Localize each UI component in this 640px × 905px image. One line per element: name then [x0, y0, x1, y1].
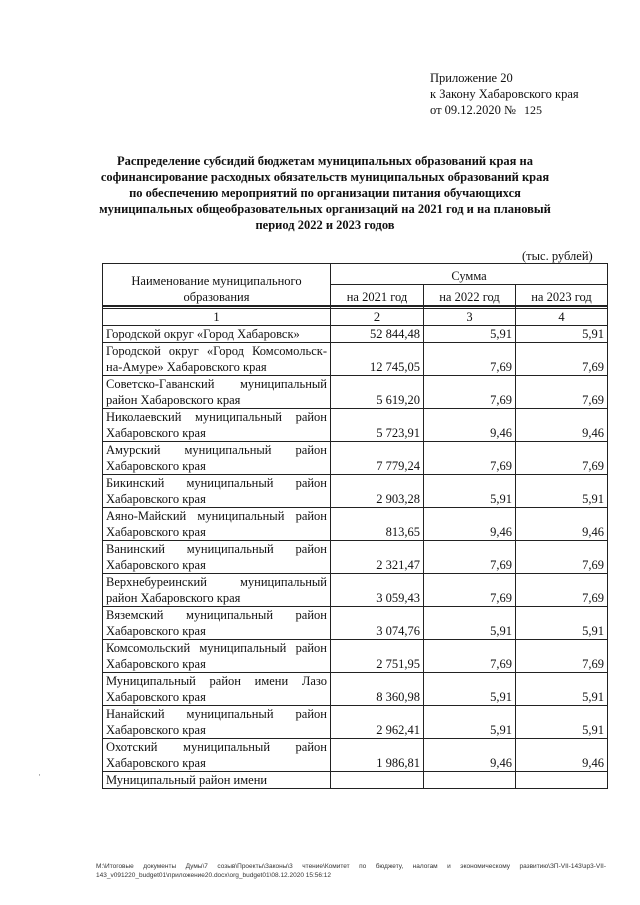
- header-sum: Сумма: [331, 264, 608, 285]
- municipality-name: Аяно-Майский муниципальный район Хабаровского края: [103, 508, 331, 541]
- amount-2022: 7,69: [424, 574, 516, 607]
- column-index-row: [103, 309, 608, 326]
- table-row: [103, 574, 608, 607]
- index-3: 3: [424, 309, 516, 326]
- amount-2022: 7,69: [424, 343, 516, 376]
- table-row: [103, 343, 608, 376]
- table-row: [103, 607, 608, 640]
- index-2: 2: [331, 309, 424, 326]
- municipality-name: Муниципальный район имени Лазо Хабаровского края: [103, 673, 331, 706]
- annex-line-3: [430, 102, 579, 118]
- header-year-2022: на 2022 год: [424, 285, 516, 307]
- annex-line-1: Приложение 20: [430, 71, 513, 85]
- amount-2022: [424, 772, 516, 789]
- annex-number: 125: [523, 103, 542, 117]
- amount-2023: 7,69: [516, 343, 608, 376]
- municipality-name: Ванинский муниципальный район Хабаровского края: [103, 541, 331, 574]
- subsidy-table: [102, 263, 608, 789]
- amount-2023: 5,91: [516, 326, 608, 343]
- amount-2022: 5,91: [424, 706, 516, 739]
- amount-2022: 5,91: [424, 326, 516, 343]
- municipality-name: Верхнебуреинский муниципальный район Хабаровского края: [103, 574, 331, 607]
- table-row: [103, 475, 608, 508]
- municipality-name: Городской округ «Город Хабаровск»: [103, 326, 331, 343]
- table-row: [103, 673, 608, 706]
- amount-2023: 7,69: [516, 376, 608, 409]
- table-row: [103, 739, 608, 772]
- amount-2023: 9,46: [516, 409, 608, 442]
- amount-2022: 9,46: [424, 739, 516, 772]
- amount-2021: 3 059,43: [331, 574, 424, 607]
- header-year-2021: на 2021 год: [331, 285, 424, 307]
- amount-2023: [516, 772, 608, 789]
- amount-2021: 5 619,20: [331, 376, 424, 409]
- amount-2021: 8 360,98: [331, 673, 424, 706]
- amount-2022: 7,69: [424, 541, 516, 574]
- amount-2022: 9,46: [424, 409, 516, 442]
- amount-2022: 9,46: [424, 508, 516, 541]
- amount-2021: 2 903,28: [331, 475, 424, 508]
- municipality-name: Комсомольский муниципальный район Хабаровского края: [103, 640, 331, 673]
- amount-2023: 5,91: [516, 607, 608, 640]
- amount-2021: 1 986,81: [331, 739, 424, 772]
- amount-2023: 9,46: [516, 508, 608, 541]
- amount-2022: 7,69: [424, 442, 516, 475]
- municipality-name: Амурский муниципальный район Хабаровского края: [103, 442, 331, 475]
- amount-2021: 52 844,48: [331, 326, 424, 343]
- amount-2021: 7 779,24: [331, 442, 424, 475]
- amount-2022: 7,69: [424, 376, 516, 409]
- amount-2022: 5,91: [424, 673, 516, 706]
- table-row: [103, 772, 608, 789]
- amount-2023: 5,91: [516, 706, 608, 739]
- amount-2021: 3 074,76: [331, 607, 424, 640]
- annex-date: от 09.12.2020 №: [430, 103, 516, 117]
- table-row: [103, 409, 608, 442]
- amount-2021: 12 745,05: [331, 343, 424, 376]
- index-4: 4: [516, 309, 608, 326]
- annex-line-2: к Закону Хабаровского края: [430, 87, 579, 101]
- document-title: Распределение субсидий бюджетам муниципальных образований края на софинансирование расходных обязательств муниципальных образований края по обеспечению мероприятий по организации питания обучающихся муниципальных общеобразовательных организаций на 2021 год и на плановый период 2022 и 2023 годов: [99, 154, 551, 232]
- amount-2023: 5,91: [516, 475, 608, 508]
- table-row: [103, 442, 608, 475]
- municipality-name: Муниципальный район имени: [103, 772, 331, 789]
- amount-2022: 7,69: [424, 640, 516, 673]
- amount-2023: 7,69: [516, 574, 608, 607]
- amount-2021: 813,65: [331, 508, 424, 541]
- amount-2021: 2 751,95: [331, 640, 424, 673]
- margin-mark: ·: [38, 770, 41, 780]
- amount-2021: 2 321,47: [331, 541, 424, 574]
- municipality-name: Советско-Гаванский муниципальный район Хабаровского края: [103, 376, 331, 409]
- header-name: Наименование муниципального образования: [103, 264, 331, 307]
- table-row: [103, 508, 608, 541]
- municipality-name: Николаевский муниципальный район Хабаровского края: [103, 409, 331, 442]
- amount-2021: 5 723,91: [331, 409, 424, 442]
- amount-2022: 5,91: [424, 607, 516, 640]
- municipality-name: Охотский муниципальный район Хабаровского края: [103, 739, 331, 772]
- amount-2022: 5,91: [424, 475, 516, 508]
- municipality-name: Бикинский муниципальный район Хабаровского края: [103, 475, 331, 508]
- file-path-footer: M:\Итоговые документы Думы\7 созыв\Проекты\Законы\3 чтение\Комитет по бюджету, налогам и экономическому развитию\ЗП-VII-143\зр3-VII-143_v091220_budget01\приложение20.docx\org_budget01\08.12.2020 15:56:12: [96, 863, 606, 879]
- table-row: [103, 376, 608, 409]
- index-1: 1: [103, 309, 331, 326]
- header-year-2023: на 2023 год: [516, 285, 608, 307]
- amount-2023: 7,69: [516, 541, 608, 574]
- amount-2023: 7,69: [516, 640, 608, 673]
- table-row: [103, 706, 608, 739]
- table-header-row: [103, 264, 608, 285]
- unit-label: (тыс. рублей): [522, 249, 593, 263]
- municipality-name: Городской округ «Город Комсомольск-на-Амуре» Хабаровского края: [103, 343, 331, 376]
- amount-2021: 2 962,41: [331, 706, 424, 739]
- amount-2023: 9,46: [516, 739, 608, 772]
- municipality-name: Вяземский муниципальный район Хабаровского края: [103, 607, 331, 640]
- table-row: [103, 541, 608, 574]
- table-row: [103, 326, 608, 343]
- annex-block: [430, 70, 579, 118]
- amount-2023: 5,91: [516, 673, 608, 706]
- amount-2023: 7,69: [516, 442, 608, 475]
- table-row: [103, 640, 608, 673]
- municipality-name: Нанайский муниципальный район Хабаровского края: [103, 706, 331, 739]
- amount-2021: [331, 772, 424, 789]
